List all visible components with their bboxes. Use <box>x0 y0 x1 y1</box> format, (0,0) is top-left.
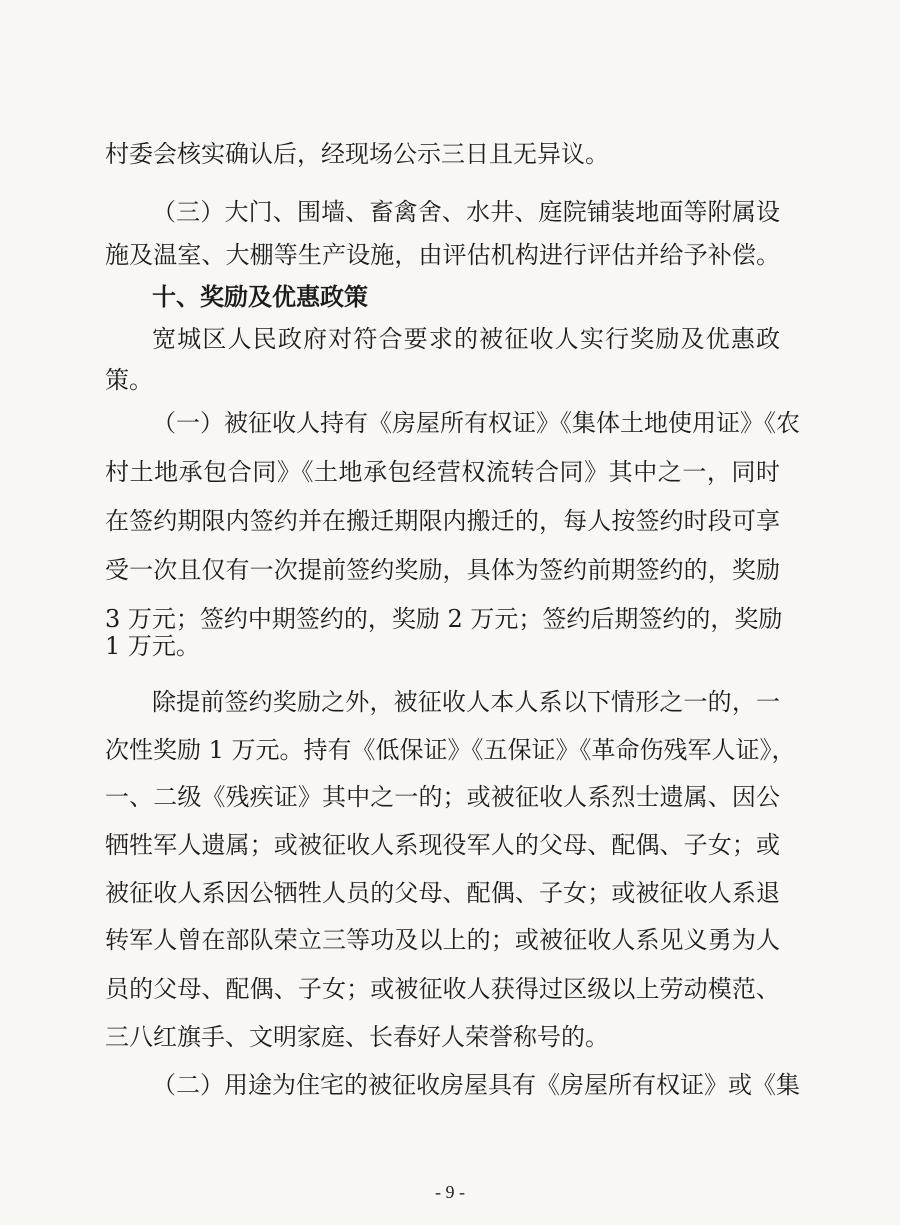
text-line-12: 1 万元。 <box>105 632 200 660</box>
page-number: - 9 - <box>435 1182 465 1202</box>
section-heading: 十、奖励及优惠政策 <box>152 282 368 311</box>
text-line-6: 策。 <box>105 366 153 394</box>
text-line-13: 除提前签约奖励之外，被征收人本人系以下情形之一的，一 <box>152 688 780 716</box>
text-line-11: 3 万元；签约中期签约的，奖励 2 万元；签约后期签约的，奖励 <box>105 605 783 633</box>
text-line-1: 村委会核实确认后，经现场公示三日且无异议。 <box>105 140 609 168</box>
text-line-16: 牺牲军人遗属；或被征收人系现役军人的父母、配偶、子女；或 <box>105 831 780 859</box>
text-line-20: 三八红旗手、文明家庭、长春好人荣誉称号的。 <box>105 1023 609 1051</box>
text-line-5: 宽城区人民政府对符合要求的被征收人实行奖励及优惠政 <box>152 325 780 353</box>
text-line-3: 施及温室、大棚等生产设施，由评估机构进行评估并给予补偿。 <box>105 241 780 269</box>
text-line-15: 一、二级《残疾证》其中之一的；或被征收人系烈士遗属、因公 <box>105 783 780 811</box>
text-line-21: （二）用途为住宅的被征收房屋具有《房屋所有权证》或《集 <box>152 1071 800 1099</box>
text-line-10: 受一次且仅有一次提前签约奖励，具体为签约前期签约的，奖励 <box>105 556 780 584</box>
text-line-19: 员的父母、配偶、子女；或被征收人获得过区级以上劳动模范、 <box>105 975 780 1003</box>
text-line-17: 被征收人系因公牺牲人员的父母、配偶、子女；或被征收人系退 <box>105 879 780 907</box>
text-line-7: （一）被征收人持有《房屋所有权证》《集体土地使用证》《农 <box>152 409 800 437</box>
text-line-8: 村土地承包合同》《土地承包经营权流转合同》其中之一，同时 <box>105 458 780 486</box>
text-line-9: 在签约期限内签约并在搬迁期限内搬迁的，每人按签约时段可享 <box>105 507 780 535</box>
text-line-18: 转军人曾在部队荣立三等功及以上的；或被征收人系见义勇为人 <box>105 926 780 954</box>
text-line-14: 次性奖励 1 万元。持有《低保证》《五保证》《革命伤残军人证》， <box>105 736 796 764</box>
text-line-2: （三）大门、围墙、畜禽舍、水井、庭院铺装地面等附属设 <box>152 198 780 226</box>
